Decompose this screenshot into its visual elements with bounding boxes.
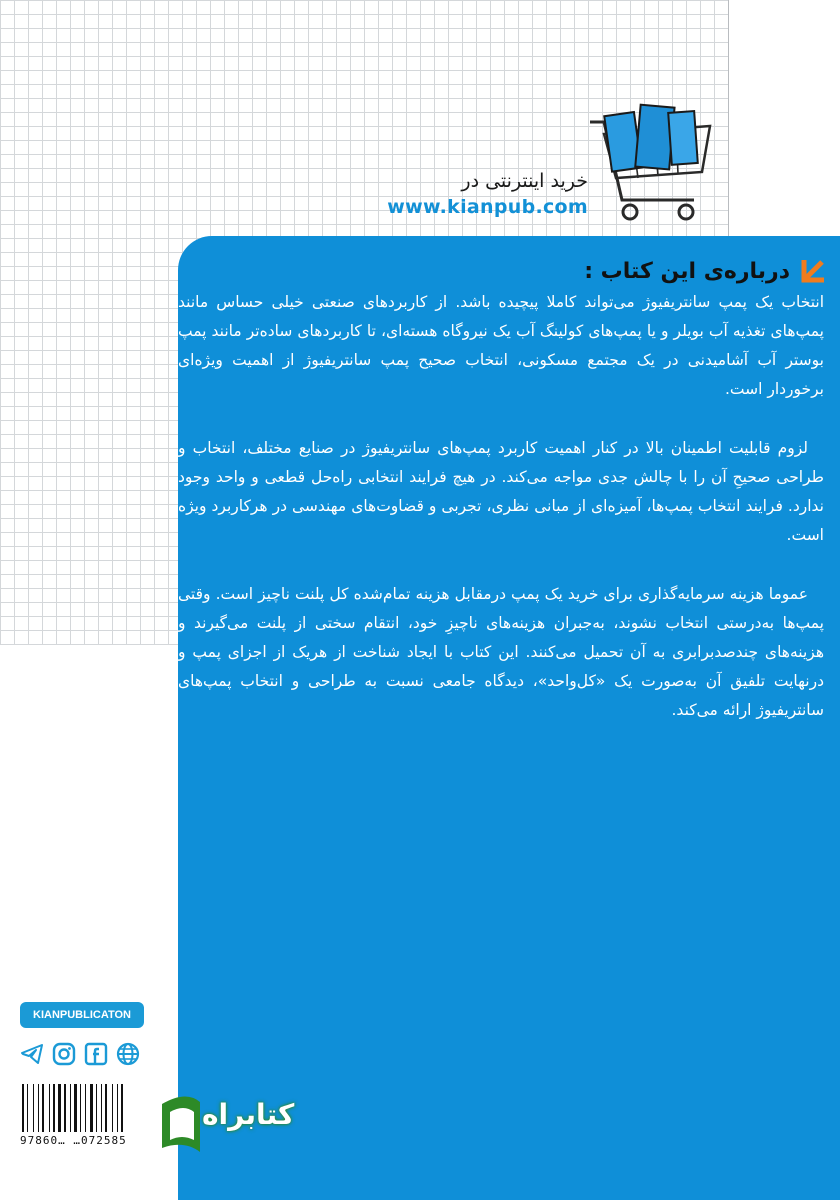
instagram-icon[interactable] xyxy=(52,1042,76,1066)
barcode-bar xyxy=(58,1084,61,1132)
arrow-icon xyxy=(800,258,826,284)
globe-icon[interactable] xyxy=(116,1042,140,1066)
barcode-bar xyxy=(105,1084,107,1132)
promo-url[interactable]: www.kianpub.com xyxy=(387,196,588,218)
barcode-bar xyxy=(85,1084,86,1132)
about-book-body xyxy=(178,288,824,755)
barcode-bar xyxy=(33,1084,34,1132)
paragraph-2: لزوم قابلیت اطمینان بالا در کنار اهمیت کاربرد پمپ‌های سانتریفیوژ در صنایع مختلف، انتخاب و طراحی صحیحِ آن را با چالش جدی مواجه می‌کند. در هیچ فرایند انتخابی راه‌حل قطعی و واحد وجود ندارد. فرایند انتخاب پمپ‌ها، آمیزه‌ای از مبانی نظری، تجربی و قضاوت‌های مهندسی در هرکاربرد ویژه است. xyxy=(178,439,824,544)
telegram-icon[interactable] xyxy=(20,1042,44,1066)
ketabrah-logo-text: کتابراه xyxy=(202,1098,295,1131)
barcode-number: 97860… …072585 xyxy=(20,1134,156,1147)
heading-text: درباره‌ی این کتاب : xyxy=(584,258,790,284)
barcode-bar xyxy=(74,1084,77,1132)
promo-text: خرید اینترنتی در xyxy=(461,170,588,192)
barcode-bar xyxy=(112,1084,113,1132)
barcode-bar xyxy=(96,1084,97,1132)
barcode-bar xyxy=(49,1084,50,1132)
barcode-bar xyxy=(121,1084,123,1132)
social-icons xyxy=(20,1042,140,1066)
barcode-bar xyxy=(42,1084,44,1132)
barcode-bar xyxy=(117,1084,118,1132)
barcode-bar xyxy=(53,1084,55,1132)
paragraph-1: انتخاب یک پمپ سانتریفیوژ می‌تواند کاملا پیچیده باشد. از کاربردهای صنعتی خیلی حساس مانند پمپ‌های تغذیه آب بویلر و یا پمپ‌های کولینگ آب یک نیروگاه هسته‌ای، تا کاربردهای ساده‌تر مانند پمپ بوستر آب آشامیدنی در یک مجتمع مسکونی، انتخاب صحیح پمپ سانتریفیوژ از اهمیت ویژه‌ای برخوردار است. xyxy=(178,293,824,398)
about-book-heading xyxy=(206,258,826,284)
publisher-badge: KIANPUBLICATON xyxy=(20,1002,144,1028)
barcode-bar xyxy=(22,1084,24,1132)
paragraph-3: عموما هزینه سرمایه‌گذاری برای خرید یک پمپ درمقابل هزینه تمام‌شده کل پلنت ناچیز است. وقتی پمپ‌ها به‌درستی انتخاب نشوند، به‌جبران هزینه‌های ناچیزِ خود، انتقام سختی از پلنت می‌گیرند و هزینه‌های چندصدبرابری به آن تحمیل می‌کنند. این کتاب با ایجاد شناخت از هریک از اجزای پمپ و درنهایت تلفیق آن به‌صورت یک «کل‌واحد»، دیدگاه جامعی نسبت به طراحی و انتخاب پمپ‌های سانتریفیوژ ارائه می‌کند. xyxy=(178,585,824,719)
shopping-cart-icon xyxy=(582,92,720,224)
barcode-bar xyxy=(38,1084,39,1132)
online-shop-promo xyxy=(360,168,588,220)
barcode-bar xyxy=(64,1084,66,1132)
facebook-icon[interactable] xyxy=(84,1042,108,1066)
barcode-bar xyxy=(80,1084,81,1132)
barcode-bar xyxy=(101,1084,102,1132)
barcode-bar xyxy=(27,1084,28,1132)
barcode-bar xyxy=(90,1084,93,1132)
barcode-bar xyxy=(70,1084,71,1132)
